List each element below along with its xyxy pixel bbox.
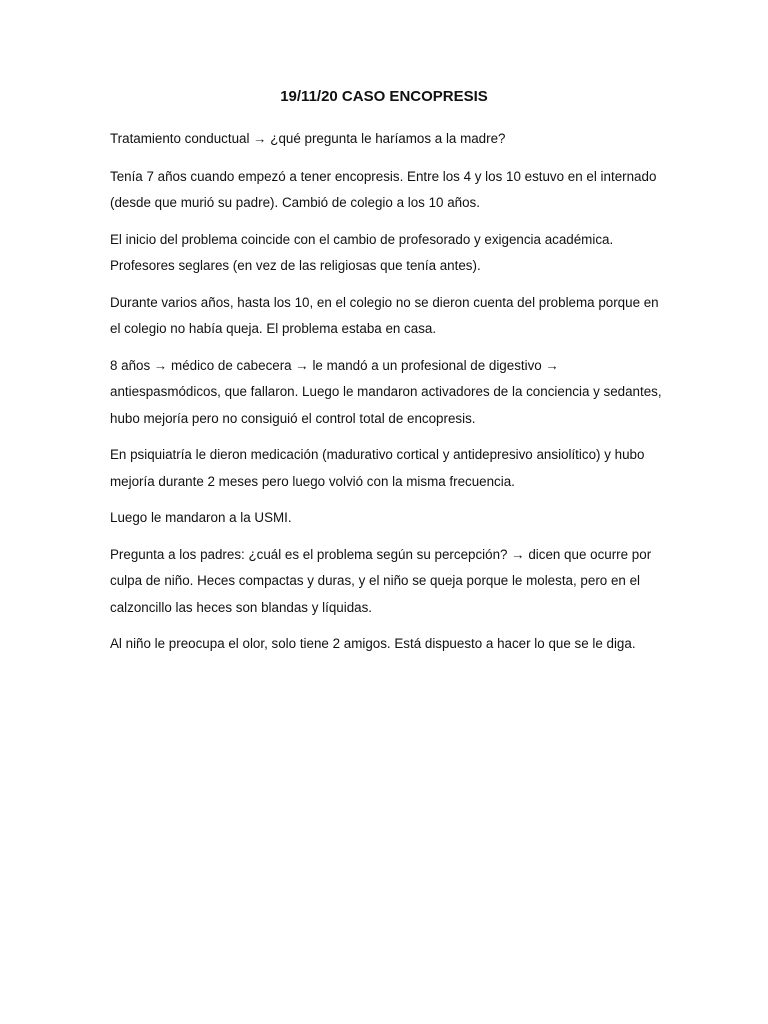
paragraph: 8 años → médico de cabecera → le mandó a un profesional de digestivo → antiespasmódicos, que fallaron. Luego le mandaron activadores de la conciencia y sedantes, hubo mejoría pero no consiguió el control total de encopresis. — [110, 357, 662, 426]
paragraph: Durante varios años, hasta los 10, en el colegio no se dieron cuenta del problema porque en el colegio no había queja. El problema estaba en casa. — [110, 294, 659, 336]
paragraph: Luego le mandaron a la USMI. — [110, 510, 292, 525]
paragraph: Tratamiento conductual → ¿qué pregunta le haríamos a la madre? — [110, 131, 506, 146]
document-body — [110, 126, 670, 668]
document-title: 19/11/20 CASO ENCOPRESIS — [280, 88, 488, 105]
paragraph: El inicio del problema coincide con el cambio de profesorado y exigencia académica. Profesores seglares (en vez de las religiosas que tenía antes). — [110, 231, 614, 273]
paragraph: Tenía 7 años cuando empezó a tener encopresis. Entre los 4 y los 10 estuvo en el internado (desde que murió su padre). Cambió de colegio a los 10 años. — [110, 168, 657, 210]
paragraph: Al niño le preocupa el olor, solo tiene 2 amigos. Está dispuesto a hacer lo que se le diga. — [110, 636, 636, 651]
paragraph: En psiquiatría le dieron medicación (madurativo cortical y antidepresivo ansiolítico) y hubo mejoría durante 2 meses pero luego volvió con la misma frecuencia. — [110, 447, 645, 489]
paragraph: Pregunta a los padres: ¿cuál es el problema según su percepción? → dicen que ocurre por culpa de niño. Heces compactas y duras, y el niño se queja porque le molesta, pero en el calzoncillo las heces son blandas y líquidas. — [110, 546, 652, 615]
